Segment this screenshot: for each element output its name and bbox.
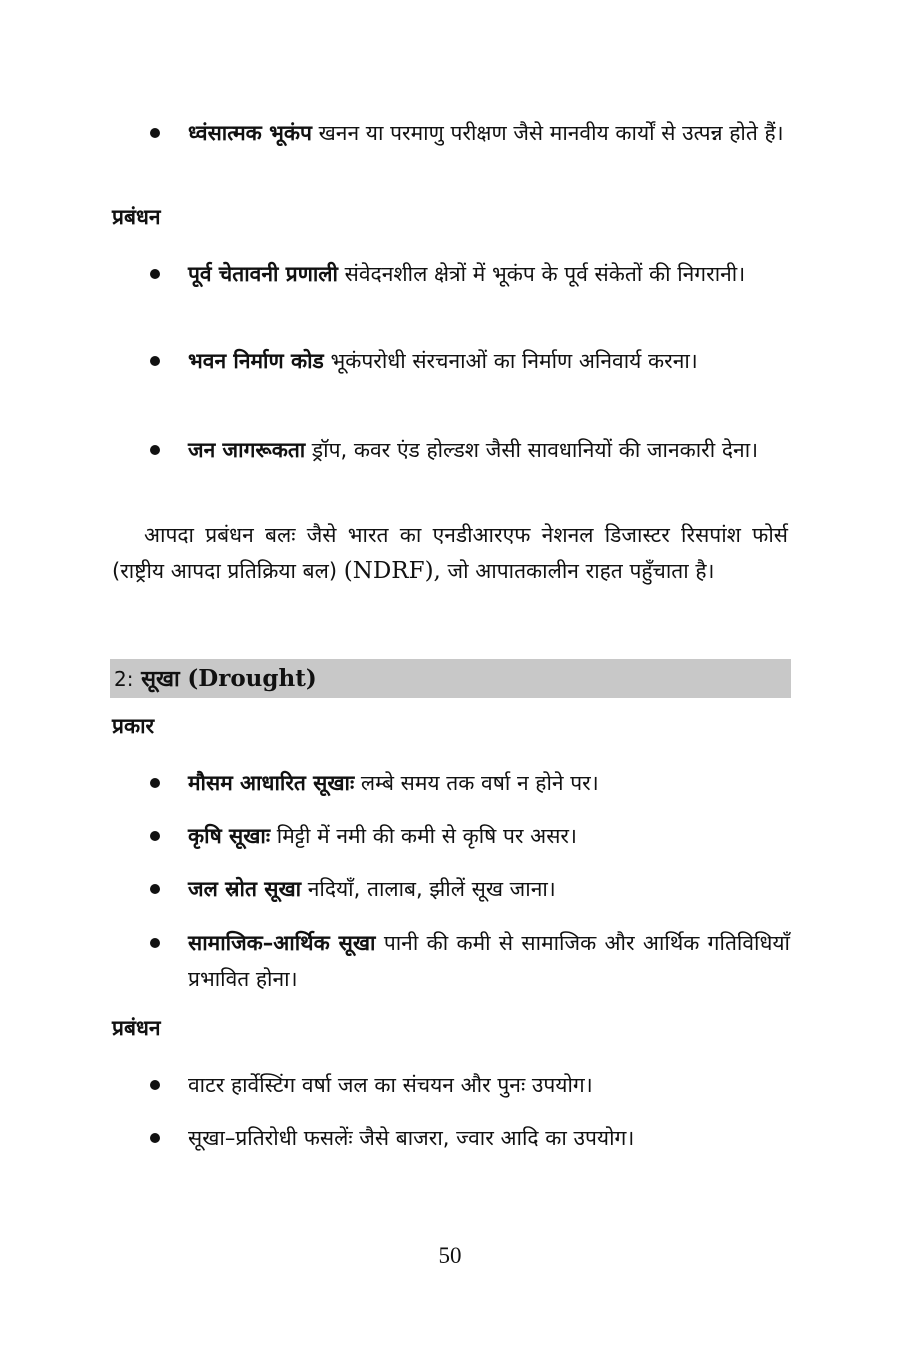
section-title-english: (Drought) [187, 665, 317, 692]
list-item-bold: भवन निर्माण कोड [188, 349, 324, 373]
list-item-text: वाटर हार्वेस्टिंग वर्षा जल का संचयन और पुनः उपयोग। [188, 1073, 593, 1097]
types-heading: प्रकार [112, 714, 155, 738]
ndrf-paragraph [112, 517, 788, 589]
section-number: 2: [114, 667, 134, 691]
bullet-icon [150, 1133, 160, 1143]
list-item-body: संवेदनशील क्षेत्रों में भूकंप के पूर्व संकेतों की निगरानी। [338, 262, 746, 286]
list-item-text [188, 871, 790, 907]
list-item [150, 343, 790, 379]
list-item [150, 1067, 790, 1103]
section-title [114, 662, 317, 696]
list-item-bold: मौसम आधारित सूखाः [188, 771, 355, 795]
list-item-bold: पूर्व चेतावनी प्रणाली [188, 262, 338, 286]
list-item [150, 818, 790, 854]
list-item-text [188, 256, 790, 292]
bullet-icon [150, 269, 160, 279]
list-item-bold: कृषि सूखाः [188, 824, 271, 848]
list-item-text: सूखा–प्रतिरोधी फसलेंः जैसे बाजरा, ज्वार आदि का उपयोग। [188, 1126, 635, 1150]
list-item-body: पानी की कमी से सामाजिक और आर्थिक गतिविधियाँ प्रभावित होना। [188, 931, 790, 991]
bullet-icon [150, 938, 160, 948]
bullet-icon [150, 884, 160, 894]
bullet-icon [150, 831, 160, 841]
list-item-text [188, 818, 790, 854]
list-item-body: भूकंपरोधी संरचनाओं का निर्माण अनिवार्य करना। [323, 349, 698, 373]
list-item [150, 432, 790, 468]
list-item-bold: जन जागरूकता [188, 438, 306, 462]
section-heading-bar [110, 659, 791, 698]
ndrf-paragraph-part1: आपदा प्रबंधन बलः जैसे भारत का एनडीआरएफ नेशनल डिजास्टर रिसपांश फोर्स (राष्ट्रीय आपदा प्रतिक्रिया बल) [112, 523, 788, 583]
bullet-icon [150, 445, 160, 455]
list-item [150, 115, 790, 151]
list-item-body: खनन या परमाणु परीक्षण जैसे मानवीय कार्यों से उत्पन्न होते हैं। [311, 121, 784, 145]
bullet-icon [150, 356, 160, 366]
management-heading: प्रबंधन [112, 205, 161, 229]
page-number: 50 [438, 1243, 462, 1268]
section-title-hindi: सूखा [141, 667, 180, 692]
list-item-text [188, 925, 790, 997]
bullet-icon [150, 778, 160, 788]
list-item-body: नदियाँ, तालाब, झीलें सूख जाना। [301, 877, 556, 901]
list-item-text [188, 432, 790, 468]
ndrf-paragraph-part2: जो आपातकालीन राहत पहुँचाता है। [440, 559, 715, 583]
list-item [150, 925, 790, 997]
list-item-text [188, 115, 790, 151]
list-item [150, 1120, 790, 1156]
list-item-body: लम्बे समय तक वर्षा न होने पर। [354, 771, 599, 795]
list-item-bold: जल स्रोत सूखा [188, 877, 302, 901]
list-item [150, 765, 790, 801]
list-item [150, 256, 790, 292]
list-item-body: मिट्टी में नमी की कमी से कृषि पर असर। [270, 824, 577, 848]
list-item-text [188, 765, 790, 801]
list-item-bold: सामाजिक–आर्थिक सूखा [188, 931, 376, 955]
bullet-icon [150, 1080, 160, 1090]
list-item-bold: ध्वंसात्मक भूकंप [188, 121, 312, 145]
list-item-body: ड्रॉप, कवर एंड होल्डश जैसी सावधानियों की जानकारी देना। [305, 438, 759, 462]
management-heading: प्रबंधन [112, 1016, 161, 1040]
bullet-icon [150, 128, 160, 138]
ndrf-abbreviation: (NDRF), [343, 558, 441, 584]
list-item-text [188, 343, 790, 379]
list-item [150, 871, 790, 907]
